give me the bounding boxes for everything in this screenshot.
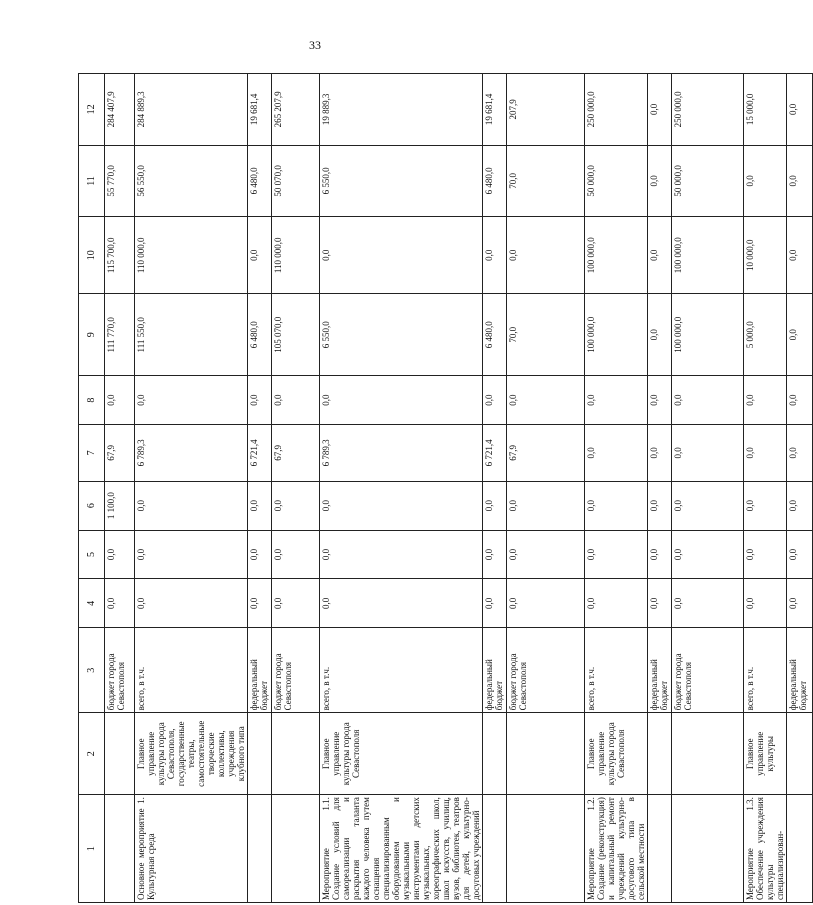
column-header: 1	[79, 795, 105, 903]
amount-cell: 70,0	[507, 145, 585, 217]
amount-cell: 0,0	[483, 481, 507, 530]
amount-cell: 0,0	[787, 424, 813, 481]
amount-cell: 0,0	[272, 481, 320, 530]
amount-cell: 0,0	[648, 424, 672, 481]
amount-cell: 50 000,0	[672, 145, 744, 217]
amount-cell: 0,0	[507, 217, 585, 294]
measure-description-cell	[507, 795, 585, 903]
amount-cell: 100 000,0	[672, 217, 744, 294]
amount-cell: 0,0	[787, 376, 813, 425]
amount-cell: 0,0	[483, 376, 507, 425]
amount-cell: 0,0	[507, 530, 585, 579]
responsible-executor-cell	[648, 713, 672, 795]
table-row	[648, 74, 672, 903]
amount-cell: 0,0	[248, 579, 272, 628]
amount-cell: 0,0	[672, 424, 744, 481]
amount-cell: 0,0	[648, 481, 672, 530]
amount-cell: 55 770,0	[105, 145, 135, 217]
amount-cell: 0,0	[483, 217, 507, 294]
amount-cell: 0,0	[585, 530, 648, 579]
measure-description-cell	[272, 795, 320, 903]
measure-description-cell	[483, 795, 507, 903]
page-number: 33	[309, 38, 321, 52]
measure-description-cell: Мероприятие 1.3. Обеспечение учреждения культуры специализирован-	[744, 795, 787, 903]
amount-cell: 0,0	[648, 74, 672, 146]
amount-cell: 100 000,0	[672, 294, 744, 376]
amount-cell: 105 070,0	[272, 294, 320, 376]
table-row	[787, 74, 813, 903]
responsible-executor-cell	[248, 713, 272, 795]
amount-cell: 100 000,0	[585, 294, 648, 376]
amount-cell: 0,0	[105, 376, 135, 425]
amount-cell: 0,0	[585, 424, 648, 481]
amount-cell: 0,0	[787, 579, 813, 628]
amount-cell: 207,9	[507, 74, 585, 146]
amount-cell: 0,0	[585, 579, 648, 628]
amount-cell: 0,0	[648, 294, 672, 376]
amount-cell: 265 207,9	[272, 74, 320, 146]
responsible-executor-cell	[672, 713, 744, 795]
amount-cell: 0,0	[648, 145, 672, 217]
responsible-executor-cell	[787, 713, 813, 795]
amount-cell: 56 550,0	[135, 145, 248, 217]
amount-cell: 6 480,0	[483, 145, 507, 217]
amount-cell: 110 000,0	[272, 217, 320, 294]
amount-cell: 0,0	[585, 376, 648, 425]
table-row	[585, 74, 648, 903]
column-header: 6	[79, 481, 105, 530]
amount-cell: 67,9	[507, 424, 585, 481]
amount-cell: 0,0	[135, 579, 248, 628]
funding-source-cell: всего, в т.ч.	[744, 628, 787, 713]
table-row	[744, 74, 787, 903]
responsible-executor-cell	[105, 713, 135, 795]
amount-cell: 0,0	[483, 530, 507, 579]
amount-cell: 0,0	[672, 579, 744, 628]
amount-cell: 70,0	[507, 294, 585, 376]
rotated-table-wrapper	[78, 73, 808, 903]
funding-source-cell: бюджет города Севастополя	[507, 628, 585, 713]
amount-cell: 111 770,0	[105, 294, 135, 376]
amount-cell: 0,0	[744, 481, 787, 530]
amount-cell: 0,0	[320, 217, 483, 294]
amount-cell: 0,0	[787, 74, 813, 146]
amount-cell: 0,0	[135, 481, 248, 530]
amount-cell: 110 000,0	[135, 217, 248, 294]
amount-cell: 0,0	[648, 217, 672, 294]
responsible-executor-cell: Главное управление культуры	[744, 713, 787, 795]
amount-cell: 100 000,0	[585, 217, 648, 294]
amount-cell: 6 550,0	[320, 294, 483, 376]
column-header: 5	[79, 530, 105, 579]
responsible-executor-cell	[507, 713, 585, 795]
amount-cell: 0,0	[744, 424, 787, 481]
funding-source-cell: бюджет города Севастополя	[272, 628, 320, 713]
amount-cell: 0,0	[507, 481, 585, 530]
measure-description-cell: Мероприятие 1.2. Создание (реконструкция) и капитальный ремонт учреждений культурно-досугового типа в сельской местности	[585, 795, 648, 903]
measure-description-cell: Основное мероприятие 1. Культурная среда	[135, 795, 248, 903]
funding-source-cell: всего, в т.ч.	[135, 628, 248, 713]
measure-description-cell	[648, 795, 672, 903]
amount-cell: 6 480,0	[248, 145, 272, 217]
amount-cell: 0,0	[272, 579, 320, 628]
amount-cell: 6 789,3	[320, 424, 483, 481]
funding-source-cell: всего, в т.ч.	[585, 628, 648, 713]
amount-cell: 0,0	[248, 481, 272, 530]
amount-cell: 50 070,0	[272, 145, 320, 217]
amount-cell: 6 721,4	[248, 424, 272, 481]
amount-cell: 250 000,0	[672, 74, 744, 146]
amount-cell: 0,0	[320, 530, 483, 579]
amount-cell: 0,0	[507, 579, 585, 628]
amount-cell: 0,0	[744, 579, 787, 628]
amount-cell: 10 000,0	[744, 217, 787, 294]
amount-cell: 0,0	[744, 530, 787, 579]
table-row	[507, 74, 585, 903]
funding-source-cell: бюджет города Севастополя	[105, 628, 135, 713]
amount-cell: 0,0	[672, 481, 744, 530]
responsible-executor-cell: Главное управление культуры города Севастополя	[585, 713, 648, 795]
column-header: 8	[79, 376, 105, 425]
amount-cell: 0,0	[248, 376, 272, 425]
amount-cell: 0,0	[672, 376, 744, 425]
amount-cell: 1 100,0	[105, 481, 135, 530]
amount-cell: 0,0	[585, 481, 648, 530]
amount-cell: 0,0	[787, 217, 813, 294]
funding-source-cell: федеральный бюджет	[648, 628, 672, 713]
column-header: 3	[79, 628, 105, 713]
responsible-executor-cell	[272, 713, 320, 795]
amount-cell: 0,0	[320, 579, 483, 628]
funding-source-cell: федеральный бюджет	[248, 628, 272, 713]
measure-description-cell	[248, 795, 272, 903]
amount-cell: 0,0	[744, 376, 787, 425]
amount-cell: 0,0	[648, 579, 672, 628]
column-header: 9	[79, 294, 105, 376]
amount-cell: 0,0	[320, 376, 483, 425]
amount-cell: 0,0	[483, 579, 507, 628]
column-header: 11	[79, 145, 105, 217]
amount-cell: 6 721,4	[483, 424, 507, 481]
amount-cell: 0,0	[507, 376, 585, 425]
funding-source-cell: федеральный бюджет	[787, 628, 813, 713]
amount-cell: 0,0	[135, 530, 248, 579]
table-row	[483, 74, 507, 903]
amount-cell: 284 889,3	[135, 74, 248, 146]
amount-cell: 6 789,3	[135, 424, 248, 481]
amount-cell: 0,0	[648, 376, 672, 425]
funding-source-cell: федеральный бюджет	[483, 628, 507, 713]
amount-cell: 67,9	[105, 424, 135, 481]
table-row	[272, 74, 320, 903]
budget-table	[78, 73, 813, 903]
amount-cell: 0,0	[135, 376, 248, 425]
table-row	[105, 74, 135, 903]
amount-cell: 6 480,0	[248, 294, 272, 376]
amount-cell: 0,0	[648, 530, 672, 579]
amount-cell: 19 889,3	[320, 74, 483, 146]
amount-cell: 111 550,0	[135, 294, 248, 376]
amount-cell: 115 700,0	[105, 217, 135, 294]
amount-cell: 0,0	[787, 145, 813, 217]
table-row	[320, 74, 483, 903]
amount-cell: 0,0	[787, 530, 813, 579]
amount-cell: 0,0	[787, 481, 813, 530]
measure-description-cell	[787, 795, 813, 903]
amount-cell: 0,0	[787, 294, 813, 376]
amount-cell: 6 480,0	[483, 294, 507, 376]
column-header: 10	[79, 217, 105, 294]
responsible-executor-cell: Главное управление культуры города Севастополя, государственные театры, самостоятельные творческие коллективы, учреждения клубного типа	[135, 713, 248, 795]
amount-cell: 19 681,4	[483, 74, 507, 146]
table-row	[135, 74, 248, 903]
measure-description-cell: Мероприятие 1.1. Создание условий для самореализации и раскрытия таланта каждого человека путем оснащения специализированным оборудованием и музыкальными инструментами детских музыкальных, хореографических школ, школ искусств, училищ, вузов, библиотек, театров для детей, культурно-досуговых учреждений	[320, 795, 483, 903]
responsible-executor-cell: Главное управление культуры города Севастополя	[320, 713, 483, 795]
amount-cell: 0,0	[272, 530, 320, 579]
header-row	[79, 74, 105, 903]
amount-cell: 0,0	[105, 530, 135, 579]
amount-cell: 15 000,0	[744, 74, 787, 146]
table-row	[248, 74, 272, 903]
amount-cell: 0,0	[744, 145, 787, 217]
responsible-executor-cell	[483, 713, 507, 795]
amount-cell: 67,9	[272, 424, 320, 481]
amount-cell: 0,0	[105, 579, 135, 628]
measure-description-cell	[672, 795, 744, 903]
funding-source-cell: бюджет города Севастополя	[672, 628, 744, 713]
amount-cell: 284 407,9	[105, 74, 135, 146]
amount-cell: 0,0	[320, 481, 483, 530]
amount-cell: 6 550,0	[320, 145, 483, 217]
column-header: 12	[79, 74, 105, 146]
amount-cell: 0,0	[672, 530, 744, 579]
amount-cell: 0,0	[272, 376, 320, 425]
amount-cell: 50 000,0	[585, 145, 648, 217]
measure-description-cell	[105, 795, 135, 903]
amount-cell: 0,0	[248, 217, 272, 294]
column-header: 7	[79, 424, 105, 481]
amount-cell: 0,0	[248, 530, 272, 579]
table-row	[672, 74, 744, 903]
column-header: 2	[79, 713, 105, 795]
column-header: 4	[79, 579, 105, 628]
amount-cell: 19 681,4	[248, 74, 272, 146]
funding-source-cell: всего, в т.ч.	[320, 628, 483, 713]
amount-cell: 5 000,0	[744, 294, 787, 376]
amount-cell: 250 000,0	[585, 74, 648, 146]
